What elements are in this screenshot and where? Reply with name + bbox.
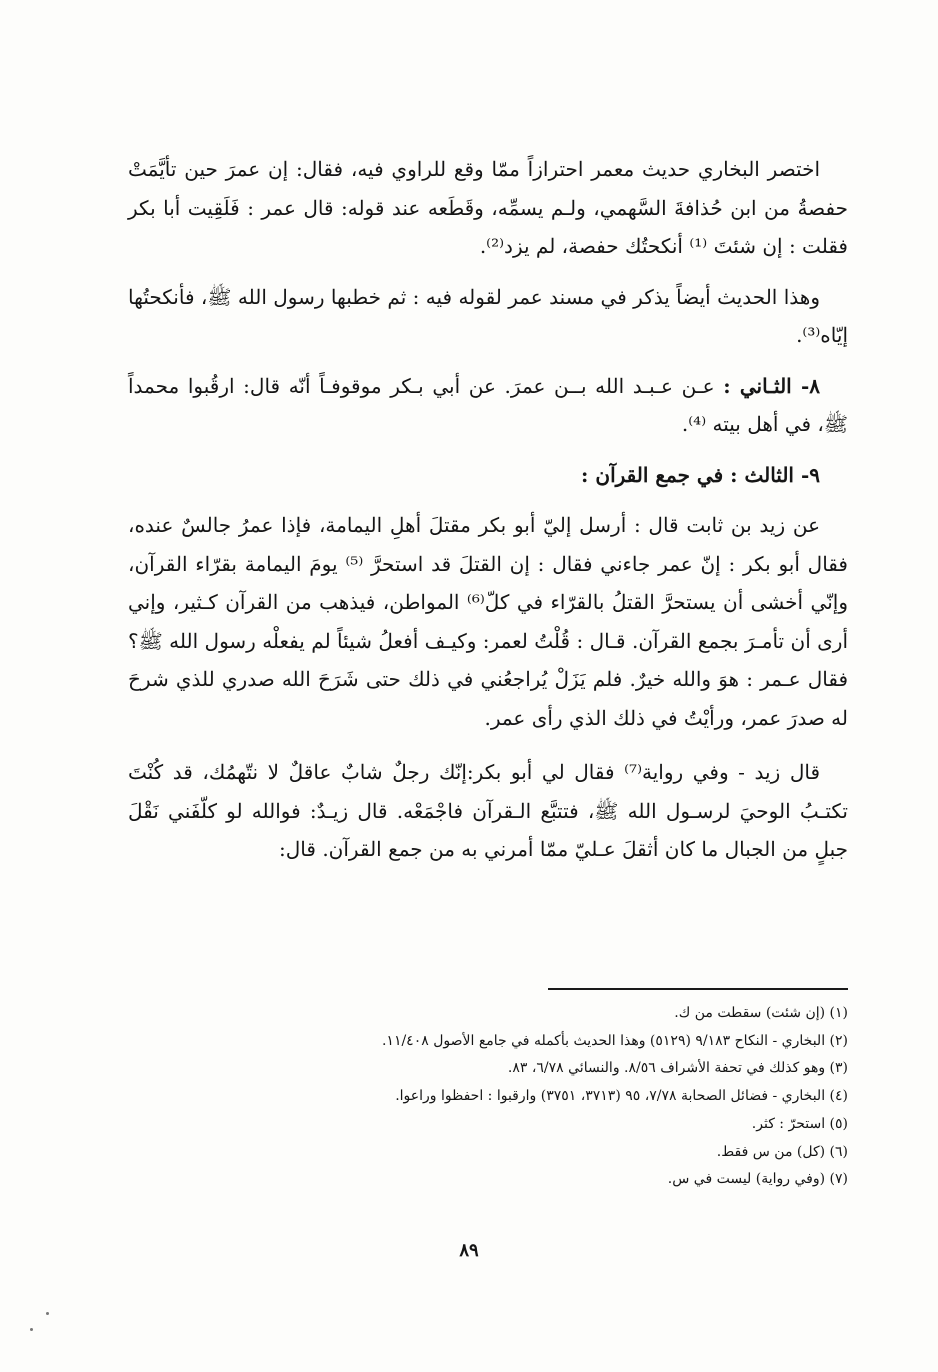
page-number: ٨٩ [459,1240,479,1261]
footnote-divider [548,988,848,990]
scan-speck [30,1328,33,1331]
footnote-6: (٦) (كل) من س فقط. [716,1143,848,1160]
paragraph-2: وهذا الحديث أيضاً يذكر في مسند عمر لقوله فيه : ثم خطبها رسول الله ﷺ، فأنكحتُها إيّاه⁽³⁾. [128,284,848,347]
footnote-1: (١) (إن شئت) سقطت من ك. [674,1005,848,1021]
footnote-3: (٣) وهو كذلك في تحفة الأشراف ٨/٥٦. والنسائي ٦/٧٨، ٨٣. [507,1060,848,1077]
paragraph-1: اختصر البخاري حديث معمر احترازاً ممّا وقع للراوي فيه، فقال: إن عمرَ حين تأيَّمَتْ حفصةُ من ابن حُذافةَ السَّهمي، ولـم يسمِّه، وقَطَعه عند قوله: قال عمر : فَلَقِيت أبا بكر فقلت : إن شئتَ ⁽¹⁾ أنكحتُك حفصة، لم يزد⁽²⁾. [128,157,848,258]
paragraph-6: قال زيد - وفي رواية⁽⁷⁾ فقال لي أبو بكر:إنّك رجلٌ شابٌ عاقلٌ لا نتّهمُك، قد كُنْتَ تكتـبُ الوحيَ لرسـول الله ﷺ، فتتبَّع الـقرآن فاجْمَعْه. قال زيـدٌ: فوالله لو كلّفَني نَقْلَ جبلٍ من الجبال ما كان أثقلَ عـليّ ممّا أمرني به من جمع القرآن. قال: [128,760,848,861]
paragraph-4 [128,456,848,495]
footnote-2: (٢) البخاري - النكاح ٩/١٨٣ (٥١٢٩) وهذا الحديث بأكمله في جامع الأصول ١١/٤٠٨. [381,1032,848,1049]
body-text [128,150,848,869]
footnote-5: (٥) استحرّ : كثر. [751,1115,848,1132]
section-heading-9: ٩- الثالث : في جمع القرآن : [581,462,820,487]
footnote-7: (٧) (وفي رواية) ليست في س. [667,1171,848,1188]
section-heading-8: ٨- الثـاني : [723,373,821,398]
paragraph-5: عن زيد بن ثابت قال : أرسل إليّ أبو بكر مقتلَ أهلِ اليمامة، فإذا عمرُ جالسٌ عنده، فقال أبو بكر : إنّ عمر جاءني فقال : إن القتلَ قد استحرَّ ⁽⁵⁾ يومَ اليمامة بقرّاء القرآن، وإنّي أخشى أن يستحرَّ القتلُ بالقرّاء في كلّ⁽⁶⁾ المواطن، فيذهب من القرآن كـثير، وإني أرى أن تأمـرَ بجمع القرآن. قـال : قُلْتُ لعمر: وكيـف أفعلُ شيئاً لم يفعلْه رسول الله ﷺ؟ فقال عـمر : هوَ والله خيرٌ. فلم يَزَلْ يُراجعُني في ذلك حتى شَرَحَ الله صدري للذي شرحَ له صدرَ عمر، ورأيْتُ في ذلك الذي رأى عمر. [128,513,848,730]
paragraph-3-text: عـن عـبـد الله بــن عمرَ. عن أبي بـكر موقوفـاً أنّه قال: ارقُبوا محمداً ﷺ، في أهل بيته ⁽⁴⁾. [128,373,848,436]
footnotes [180,1000,848,1194]
paragraph-3 [128,367,848,444]
footnote-4: (٤) البخاري - فضائل الصحابة ٧/٧٨، ٩٥ (٣٧١٣، ٣٧٥١) وارقبوا : احفظوا وراعوا. [395,1088,848,1105]
scan-speck [46,1312,49,1315]
